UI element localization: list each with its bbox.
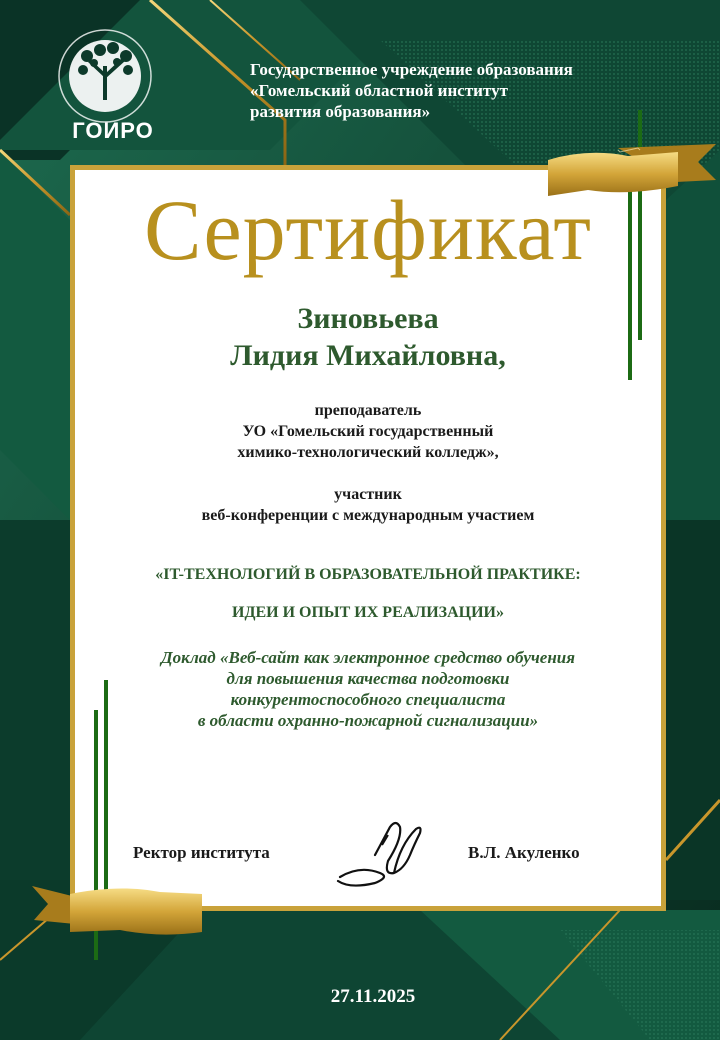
institution-line: «Гомельский областной институт: [250, 81, 508, 100]
handwritten-signature: [330, 815, 430, 895]
report-title: [70, 647, 666, 731]
gold-ribbon: [30, 880, 205, 940]
organization-line: химико-технологический колледж»,: [237, 444, 499, 461]
conference-title-line1: «IT-ТЕХНОЛОГИЙ В ОБРАЗОВАТЕЛЬНОЙ ПРАКТИКЕ:: [155, 566, 581, 583]
recipient-surname: Зиновьева: [297, 302, 439, 335]
report-line: конкурентоспособного специалиста: [230, 690, 506, 709]
position-text: преподаватель: [314, 402, 422, 419]
certificate-date: 27.11.2025: [330, 986, 416, 1007]
signer-title: Ректор института: [133, 843, 270, 862]
conference-title-line2: ИДЕИ И ОПЫТ ИХ РЕАЛИЗАЦИИ»: [232, 604, 504, 621]
report-line: для повышения качества подготовки: [226, 669, 510, 688]
participant-text: участник: [334, 486, 402, 503]
recipient-position: [70, 400, 666, 463]
organization-line: УО «Гомельский государственный: [242, 423, 494, 440]
participation: [70, 484, 666, 526]
institution-line: Государственное учреждение образования: [250, 60, 573, 79]
report-line: Доклад «Веб-сайт как электронное средство обучения: [161, 648, 575, 667]
logo-text: ГОИРО: [72, 118, 154, 143]
recipient-name: [70, 300, 666, 374]
signer-name: В.Л. Акуленко: [468, 843, 580, 862]
certificate-title: Сертификат: [144, 182, 592, 278]
recipient-given-names: Лидия Михайловна,: [230, 339, 506, 372]
report-line: в области охранно-пожарной сигнализации»: [197, 711, 539, 730]
event-text: веб-конференции с международным участием: [201, 507, 535, 524]
institution-line: развития образования»: [250, 102, 431, 121]
